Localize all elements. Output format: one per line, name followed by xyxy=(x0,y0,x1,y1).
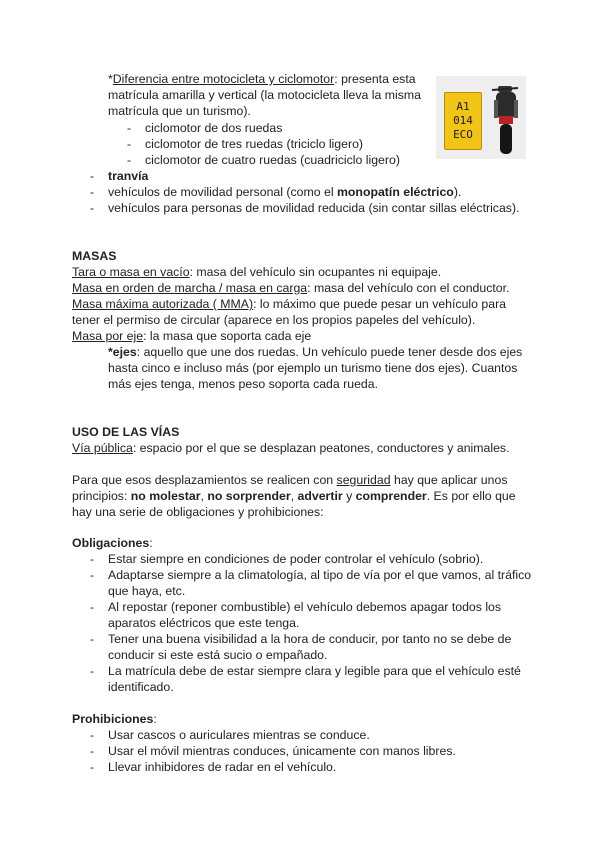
p2-bold-4: comprender xyxy=(355,489,427,503)
plate-line-1: A1 xyxy=(456,100,470,113)
oblig-item-4: Tener una buena visibilidad a la hora de conducir, por tanto no se debe de xyxy=(108,632,512,646)
ejes-bold: *ejes xyxy=(108,345,137,359)
orden-term: Masa en orden de marcha / masa en carga xyxy=(72,281,308,295)
p1-underline: seguridad xyxy=(336,473,391,487)
tranvia-item: tranvía xyxy=(108,169,149,183)
vmp-bold: monopatín eléctrico xyxy=(336,185,454,199)
oblig-item-5-cont: identificado. xyxy=(108,680,174,694)
oblig-colon: : xyxy=(149,536,153,550)
mma-line xyxy=(72,296,506,312)
plate-line-2: 014 xyxy=(453,114,473,127)
prohib-title: Prohibiciones xyxy=(72,712,154,726)
masas-heading: MASAS xyxy=(72,249,117,263)
p1-end: hay que aplicar unos xyxy=(390,473,508,487)
oblig-item-3-cont: aparatos eléctricos que este tenga. xyxy=(108,616,300,630)
principles-line-2 xyxy=(72,488,516,504)
bullet: - xyxy=(90,632,95,646)
bullet: - xyxy=(90,728,95,742)
p2-end: . Es por ello que xyxy=(426,489,516,503)
bullet: - xyxy=(90,185,95,199)
prohib-item-2: Usar el móvil mientras conduces, únicamente con manos libres. xyxy=(108,744,456,758)
bullet: - xyxy=(90,664,95,678)
sub-bullet: - xyxy=(127,153,132,167)
via-line xyxy=(72,440,510,456)
diff-line-2: matrícula amarilla y vertical (la motocicleta lleva la misma xyxy=(108,88,421,102)
bullet: - xyxy=(90,760,95,774)
prohib-item-3: Llevar inhibidores de radar en el vehículo. xyxy=(108,760,337,774)
p2-sep-2: , xyxy=(290,489,298,503)
eje-text: : la masa que soporta cada eje xyxy=(143,329,312,343)
ejes-line-2: hasta cinco e incluso más (por ejemplo un turismo tiene dos ejes). Cuantos xyxy=(108,361,518,375)
license-plate xyxy=(444,92,482,150)
p2-sep-3: y xyxy=(342,489,356,503)
ejes-line-1 xyxy=(108,344,522,360)
p2-bold-2: no sorprender xyxy=(207,489,291,503)
mma-term: Masa máxima autorizada ( MMA) xyxy=(72,297,254,311)
ejes-text: : aquello que une dos ruedas. Un vehículo puede tener desde dos ejes xyxy=(136,345,523,359)
tara-term: Tara o masa en vacío xyxy=(72,265,190,279)
prohibiciones-heading xyxy=(72,711,157,727)
oblig-item-4-cont: conducir si este está sucio o empañado. xyxy=(108,648,328,662)
obligaciones-heading xyxy=(72,535,153,551)
orden-line xyxy=(72,280,509,296)
bullet: - xyxy=(90,552,95,566)
reduced-mobility-item: vehículos para personas de movilidad reducida (sin contar sillas eléctricas). xyxy=(108,201,520,215)
via-term: Vía pública xyxy=(72,441,133,455)
p2-bold-3: advertir xyxy=(297,489,343,503)
plate-line-3: ECO xyxy=(453,128,473,141)
vmp-item xyxy=(108,184,461,200)
bullet: - xyxy=(90,744,95,758)
oblig-title: Obligaciones xyxy=(72,536,150,550)
tara-text: : masa del vehículo sin ocupantes ni equipaje. xyxy=(189,265,442,279)
p2-sep-1: , xyxy=(200,489,208,503)
diff-line-1 xyxy=(108,71,416,87)
diff-text: : presenta esta xyxy=(334,72,416,86)
principles-line-1 xyxy=(72,472,507,488)
orden-text: : masa del vehículo con el conductor. xyxy=(307,281,510,295)
bullet: - xyxy=(90,201,95,215)
ejes-line-3: más ejes tenga, menos peso soporta cada rueda. xyxy=(108,377,379,391)
prohib-colon: : xyxy=(153,712,157,726)
diff-line-3: matrícula que un turismo). xyxy=(108,104,251,118)
sub-bullet: - xyxy=(127,137,132,151)
bullet: - xyxy=(90,600,95,614)
bullet: - xyxy=(90,169,95,183)
mma-text: : lo máximo que puede pesar un vehículo para xyxy=(253,297,507,311)
oblig-item-2-cont: que haya, etc. xyxy=(108,584,186,598)
diff-term: Diferencia entre motocicleta y ciclomotor xyxy=(112,72,335,86)
oblig-item-2: Adaptarse siempre a la climatología, al tipo de vía por el que vamos, al tráfico xyxy=(108,568,532,582)
oblig-item-3: Al repostar (reponer combustible) el vehículo debemos apagar todos los xyxy=(108,600,502,614)
bullet: - xyxy=(90,568,95,582)
vmp-pre: vehículos de movilidad personal (como el xyxy=(108,185,337,199)
eje-term: Masa por eje xyxy=(72,329,144,343)
uso-heading: USO DE LAS VÍAS xyxy=(72,425,180,439)
via-text: : espacio por el que se desplazan peatones, conductores y animales. xyxy=(132,441,510,455)
sub-item-1: ciclomotor de dos ruedas xyxy=(145,121,283,135)
asterisk: * xyxy=(108,72,113,86)
principles-line-3: hay una serie de obligaciones y prohibiciones: xyxy=(72,505,324,519)
tara-line xyxy=(72,264,441,280)
p1: Para que esos desplazamientos se realicen con xyxy=(72,473,337,487)
oblig-item-1: Estar siempre en condiciones de poder controlar el vehículo (sobrio). xyxy=(108,552,484,566)
mma-line-2: tener el permiso de circular (aparece en los propios papeles del vehículo). xyxy=(72,313,476,327)
prohib-item-1: Usar cascos o auriculares mientras se conduce. xyxy=(108,728,370,742)
oblig-item-5: La matrícula debe de estar siempre clara y legible para que el vehículo esté xyxy=(108,664,521,678)
vmp-post: ). xyxy=(453,185,462,199)
eje-line xyxy=(72,328,311,344)
sub-item-2: ciclomotor de tres ruedas (triciclo ligero) xyxy=(145,137,363,151)
p2-bold-1: no molestar xyxy=(130,489,201,503)
p2: principios: xyxy=(72,489,131,503)
sub-item-3: ciclomotor de cuatro ruedas (cuadriciclo ligero) xyxy=(145,153,400,167)
motorcycle-plate-photo xyxy=(436,76,526,159)
sub-bullet: - xyxy=(127,121,132,135)
